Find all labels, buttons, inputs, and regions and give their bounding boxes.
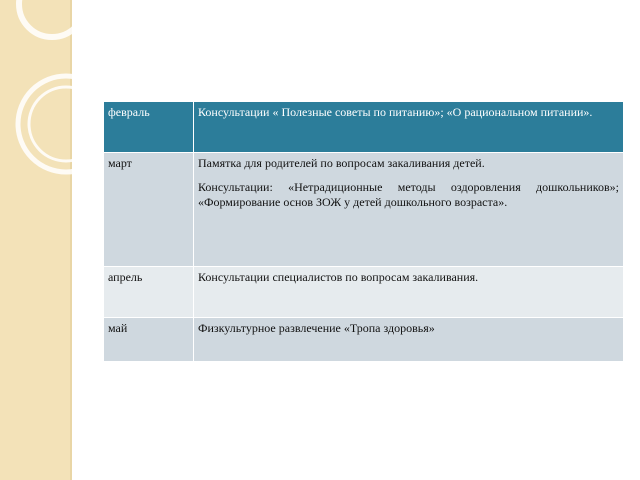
table-row-march [104,153,624,267]
event-text: Консультации: «Нетрадиционные методы оздоровления дошкольников»; «Формирование основ ЗОЖ у детей дошкольного возраста». [198,180,619,209]
event-cell [194,102,624,153]
ring-inner [29,87,103,161]
month-cell: апрель [104,267,194,318]
health-plan-table [103,101,624,362]
event-text: Физкультурное развлечение «Тропа здоровья» [198,321,435,335]
event-cell [194,318,624,362]
table-row-february [104,102,624,153]
month-cell: май [104,318,194,362]
event-cell [194,267,624,318]
month-cell: март [104,153,194,267]
table-row-april [104,267,624,318]
month-cell: февраль [104,102,194,153]
table-row-may [104,318,624,362]
ring-middle [18,76,114,172]
event-text: Консультации « Полезные советы по питанию»; «О рациональном питании». [198,105,593,119]
event-cell [194,153,624,267]
ring-top [19,0,85,37]
event-text: Памятка для родителей по вопросам закаливания детей. [198,156,485,170]
event-text: Консультации специалистов по вопросам закаливания. [198,270,479,284]
